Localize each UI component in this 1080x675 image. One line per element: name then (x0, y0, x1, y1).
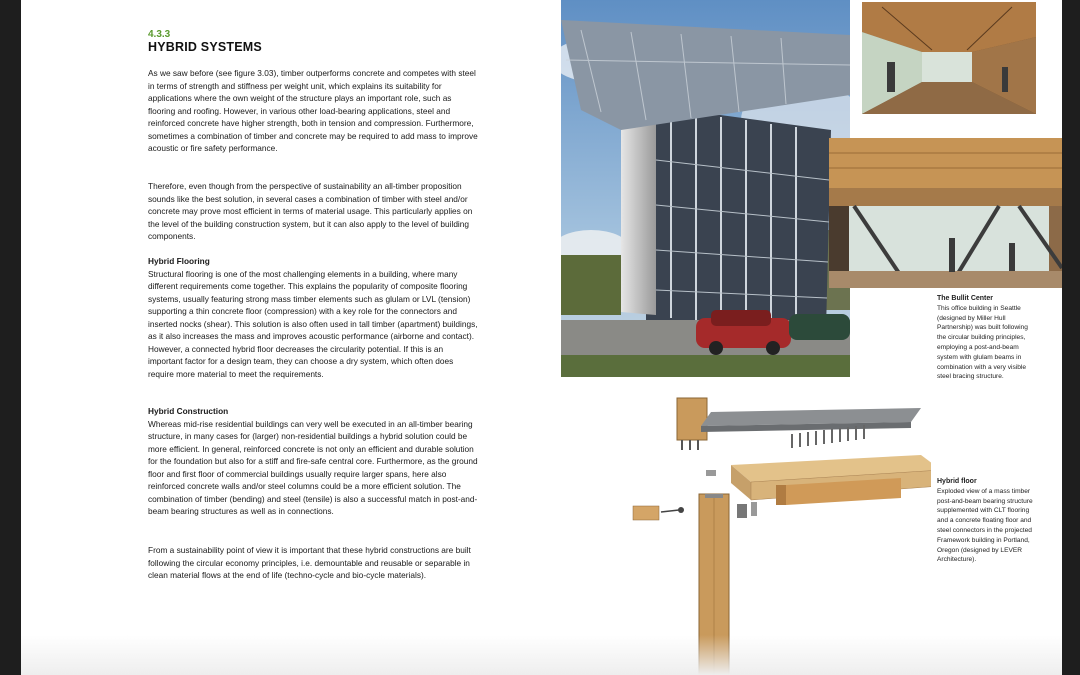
caption-bullitt-center (937, 294, 1037, 382)
paragraph-hybrid-construction: Whereas mid-rise residential buildings can very well be executed in an all-timber bearing structure, in many cases for (larger) non-residential buildings a hybrid solution could be more efficient. In general, reinforced concrete is not only an efficient and durable solution for the foundation but also for a stiff and fire-safe central core. Furthermore, as the ground floor and first floor of commercial buildings usually require larger spans, here also reinforced concrete walls and/or steel columns could be a more efficient solution. The combination of timber (bending) and steel (tensile) is also a successful match in post-and-beam bearing structures as well as in connections. (148, 418, 478, 516)
caption-bullitt-text: This office building in Seattle (designed by Miller Hull Partnership) was built following the circular building principles, employing a post-and-beam system with glulam beams in combination with a very visible steel bracing structure. (937, 304, 1028, 381)
section-hybrid-construction (148, 405, 478, 518)
hybrid-floor-illustration (601, 390, 931, 675)
caption-hybrid-floor (937, 477, 1037, 565)
caption-bullitt-title: The Bullit Center (937, 295, 994, 302)
caption-floor-text: Exploded view of a mass timber post-and-beam bearing structure supplemented with CLT flooring and a concrete floating floor and steel connectors in the projected Framework building in Portland, Oregon (designed by LEVER Architecture). (937, 487, 1033, 564)
interior-bracing-photo (829, 138, 1062, 288)
paragraph-intro: As we saw before (see figure 3.03), timber outperforms concrete and competes with steel in terms of strength and stiffness per weight unit, which explains its suitability for applications where the own weight of the structure plays an important role, such as flooring and roofing. However, in various other load-bearing applications, steel and reinforced concrete have higher strength, both in tension and compression. Furthermore, sometimes a combination of timber and concrete may be required to add mass to improve acoustic or fire safety performance. (148, 68, 478, 153)
interior-corridor-photo (862, 2, 1036, 114)
page-bottom-fade (21, 635, 1062, 675)
subheading-hybrid-flooring: Hybrid Flooring (148, 256, 210, 266)
section-hybrid-flooring (148, 255, 478, 380)
document-page (21, 0, 1062, 675)
bullitt-center-photo (561, 0, 850, 377)
caption-floor-title: Hybrid floor (937, 478, 977, 485)
section-title: HYBRID SYSTEMS (148, 40, 262, 54)
paragraph-hybrid-flooring: Structural flooring is one of the most challenging elements in a building, where many different requirements come together. This explains the popularity of composite flooring systems, usually featuring strong mass timber elements such as glulam or LVL (tension) supporting a thin concrete floor (compression) with a key role for the connectors and inserted nocks (shear). This solution is also often used in tall timber (apartment) buildings, as it also increases the mass and improves acoustic performance (airborne and contact). However, a connected hybrid floor decreases the circularity potential. If this is an important factor for a design team, they can choose a dry system, which often does require more material to meet the requirements. (148, 268, 478, 379)
section-number: 4.3.3 (148, 29, 171, 40)
subheading-hybrid-construction: Hybrid Construction (148, 406, 229, 416)
paragraph-therefore: Therefore, even though from the perspective of sustainability an all-timber proposition sounds like the best solution, in several cases a combination of timber with steel and/or concrete may prove most efficient in terms of material usage. This particularly applies on the level of the building construction system, but it can also apply to the level of building components. (148, 181, 473, 241)
paragraph-sustainability: From a sustainability point of view it is important that these hybrid constructions are built following the circular economy principles, i.e. demountable and reusable or separable in clean material flows at the end of life (techno-cycle and bio-cycle materials). (148, 545, 471, 580)
